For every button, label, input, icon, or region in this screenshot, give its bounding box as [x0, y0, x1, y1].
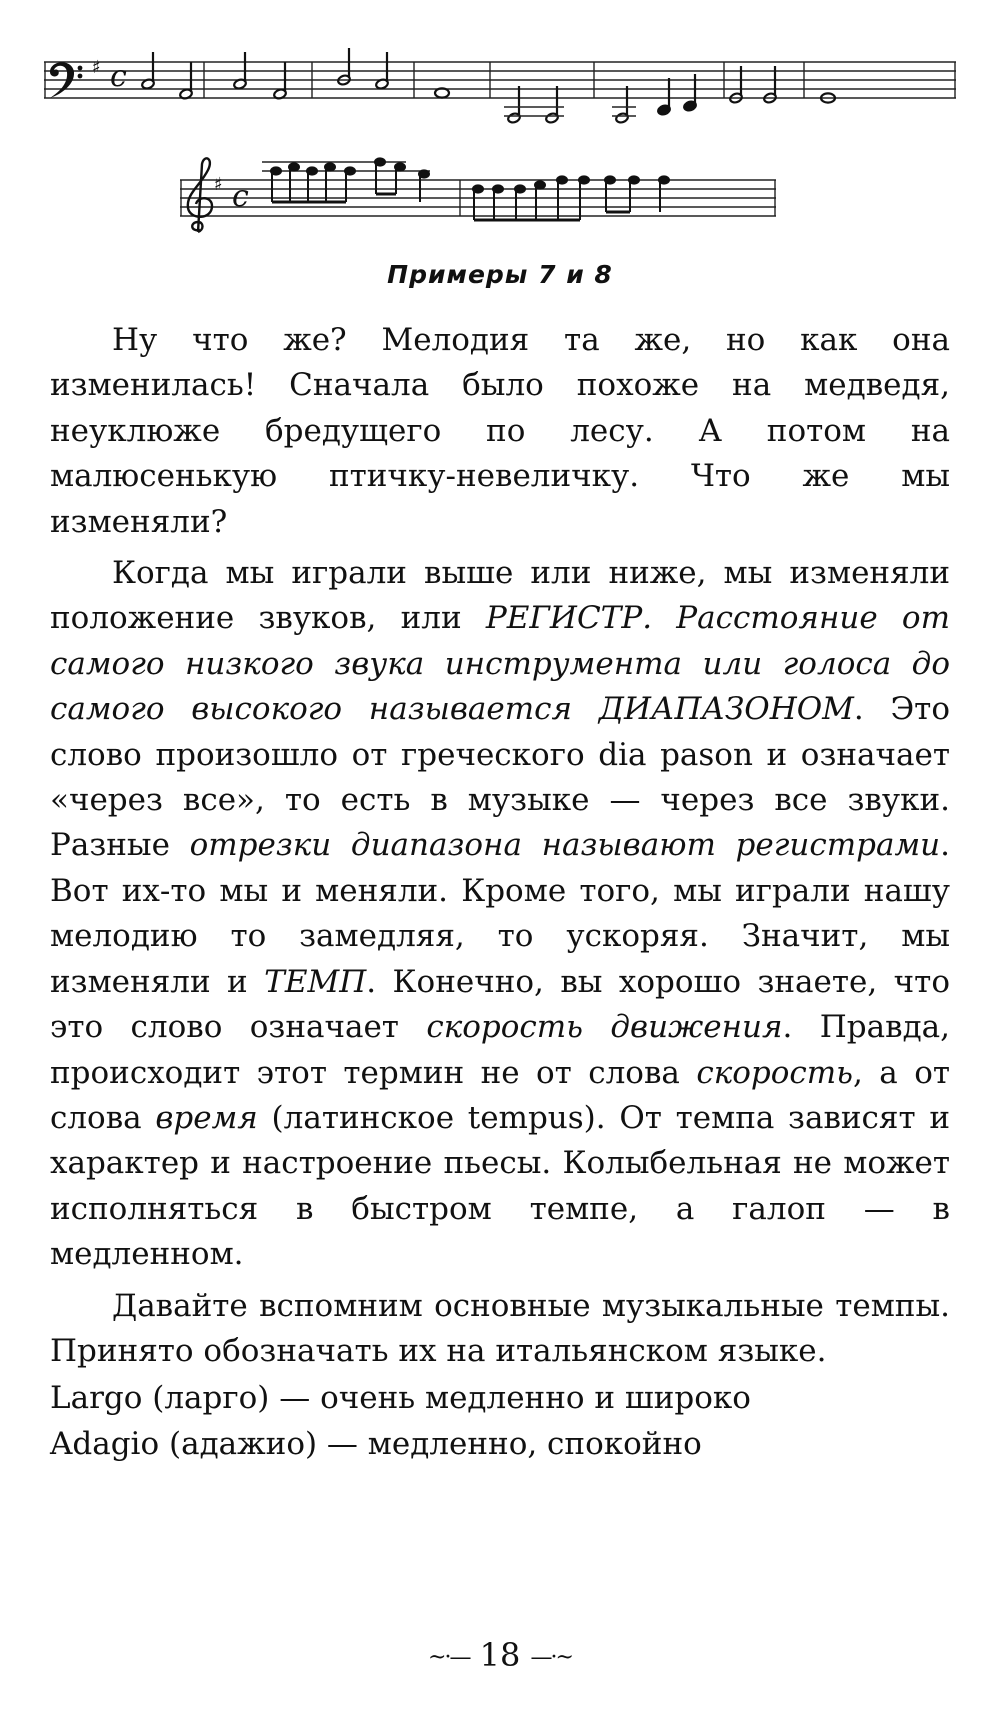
- term-registers: отрезки диапазона называют регистрами: [189, 827, 941, 864]
- term-tempo: ТЕМП: [264, 963, 367, 1000]
- paragraph-2-text-7: (латинское tempus). От темпа зависят и характер и настроение пьесы. Колыбельная не может исполняться в быстром темпе, а галоп — в медленном.: [50, 1099, 951, 1273]
- music-example-treble-staff: [180, 150, 780, 250]
- music-example-bass-staff: [44, 38, 956, 138]
- body-text: [50, 318, 950, 1467]
- term-speed-of-motion: скорость движения: [426, 1009, 783, 1046]
- term-register-range: РЕГИСТР. Расстояние от самого низкого звука инструмента или голоса до самого высокого называется ДИАПАЗОНОМ: [50, 600, 950, 728]
- paragraph-3: [50, 1284, 950, 1375]
- bass-time-signature: c: [110, 59, 127, 94]
- paragraph-1: [50, 318, 950, 545]
- term-time: время: [155, 1099, 258, 1136]
- paragraph-2-text-3: . Вот их-то мы и меняли. Кроме того, мы играли нашу мелодию то замедляя, то ускоряя. Значит, мы изменяли и: [50, 827, 950, 1000]
- page-number: 18: [479, 1636, 521, 1674]
- left-ornament-icon: ~·—: [428, 1645, 470, 1670]
- treble-clef-icon: [188, 158, 212, 232]
- tempo-item-adagio: Adagio (адажио) — медленно, спокойно: [50, 1425, 702, 1462]
- page-footer: [0, 1636, 1000, 1674]
- paragraph-3-text: Давайте вспомним основные музыкальные темпы. Принято обозначать их на итальянском языке.: [50, 1287, 950, 1369]
- paragraph-1-text: Ну что же? Мелодия та же, но как она изменилась! Сначала было похоже на медведя, неуклюже бредущего по лесу. А потом на малюсенькую птичку-невеличку. Что же мы изменяли?: [50, 322, 950, 540]
- paragraph-2-text-4: . Конечно, вы хорошо знаете, что это слово означает: [50, 963, 950, 1046]
- tempo-item-largo: Largo (ларго) — очень медленно и широко: [50, 1380, 751, 1417]
- svg-text:♯: ♯: [214, 174, 223, 195]
- term-speed: скорость: [696, 1054, 854, 1091]
- svg-text:♯: ♯: [92, 57, 101, 78]
- paragraph-2-text-1: Когда мы играли выше или ниже, мы изменяли положение звуков, или: [50, 555, 950, 637]
- right-ornament-icon: —·~: [530, 1645, 572, 1670]
- paragraph-2-text-6: , а от слова: [50, 1054, 951, 1136]
- treble-time-signature: c: [232, 179, 249, 214]
- paragraph-2: [50, 551, 950, 1278]
- figure-caption: Примеры 7 и 8: [387, 260, 613, 289]
- paragraph-2-text-2: . Это слово произошло от греческого dia pason и означает «через все», то есть в музыке — через все звуки. Разные: [50, 691, 950, 864]
- paragraph-2-text-5: . Правда, происходит этот термин не от слова: [50, 1009, 950, 1091]
